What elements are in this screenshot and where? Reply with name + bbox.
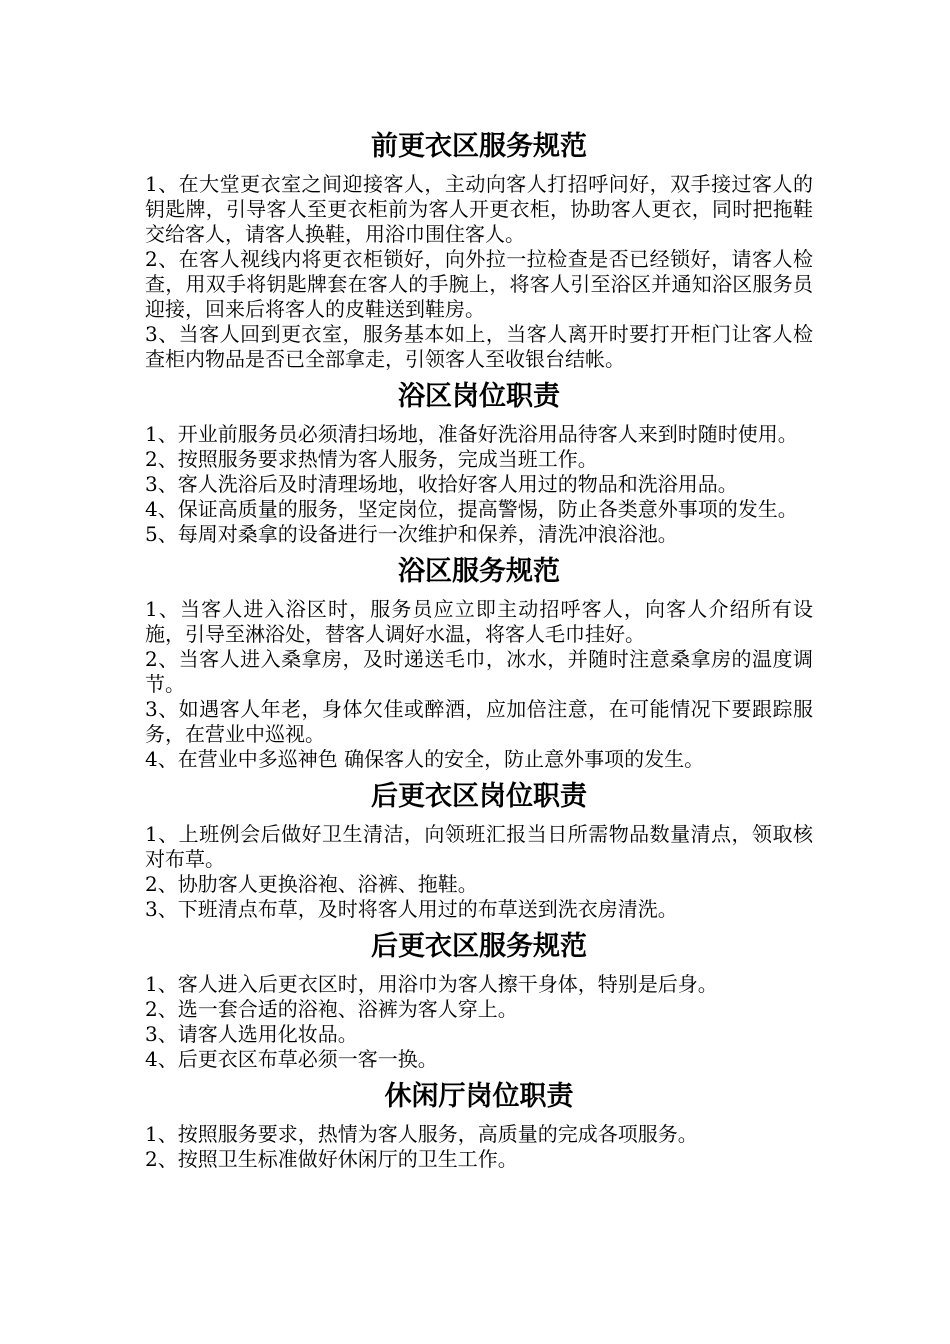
paragraph: 5、每周对桑拿的设备进行一次维护和保养，清洗冲浪浴池。 xyxy=(145,522,678,546)
paragraph: 2、按照卫生标准做好休闲厅的卫生工作。 xyxy=(145,1147,518,1171)
paragraph: 2、当客人进入桑拿房，及时递送毛巾，冰水，并随时注意桑拿房的温度调节。 xyxy=(145,647,813,696)
paragraph: 1、当客人进入浴区时，服务员应立即主动招呼客人，向客人介绍所有设施，引导至淋浴处，替客人调好水温，将客人毛巾挂好。 xyxy=(145,597,813,646)
section-lounge-duties xyxy=(145,1078,813,1172)
paragraph: 1、开业前服务员必须清扫场地，准备好洗浴用品待客人来到时随时使用。 xyxy=(145,422,798,446)
paragraph: 1、按照服务要求，热情为客人服务，高质量的完成各项服务。 xyxy=(145,1122,698,1146)
paragraph: 4、在营业中多巡神色 确保客人的安全，防止意外事项的发生。 xyxy=(145,747,705,771)
paragraph: 1、上班例会后做好卫生清洁，向领班汇报当日所需物品数量清点，领取核对布草。 xyxy=(145,822,813,871)
paragraph: 3、如遇客人年老，身体欠佳或醉酒，应加倍注意，在可能情况下要跟踪服务，在营业中巡视。 xyxy=(145,697,813,746)
section-title: 休闲厅岗位职责 xyxy=(384,1081,574,1112)
paragraph: 3、客人洗浴后及时清理场地，收拾好客人用过的物品和洗浴用品。 xyxy=(145,472,738,496)
paragraph: 2、选一套合适的浴袍、浴裤为客人穿上。 xyxy=(145,997,518,1021)
section-bath-duties xyxy=(145,378,813,547)
paragraph: 4、后更衣区布草必须一客一换。 xyxy=(145,1047,438,1071)
paragraph: 2、按照服务要求热情为客人服务，完成当班工作。 xyxy=(145,447,598,471)
paragraph: 3、当客人回到更衣室，服务基本如上，当客人离开时要打开柜门让客人检查柜内物品是否已全部拿走，引领客人至收银台结帐。 xyxy=(145,322,813,371)
section-title: 后更衣区岗位职责 xyxy=(371,781,587,812)
section-rear-locker-duties xyxy=(145,778,813,922)
section-title: 浴区岗位职责 xyxy=(398,381,560,412)
section-rear-locker-service xyxy=(145,928,813,1072)
section-title: 后更衣区服务规范 xyxy=(371,931,587,962)
paragraph: 1、客人进入后更衣区时，用浴巾为客人擦干身体，特别是后身。 xyxy=(145,972,718,996)
paragraph: 2、协肋客人更换浴袍、浴裤、拖鞋。 xyxy=(145,872,478,896)
section-front-locker-service xyxy=(145,128,813,372)
section-bath-service xyxy=(145,553,813,772)
paragraph: 1、在大堂更衣室之间迎接客人，主动向客人打招呼问好，双手接过客人的钥匙牌，引导客人至更衣柜前为客人开更衣柜，协助客人更衣，同时把拖鞋交给客人，请客人换鞋，用浴巾围住客人。 xyxy=(145,172,813,246)
paragraph: 4、保证高质量的服务，坚定岗位，提高警惕，防止各类意外事项的发生。 xyxy=(145,497,798,521)
section-title: 前更衣区服务规范 xyxy=(371,131,587,162)
paragraph: 3、请客人选用化妆品。 xyxy=(145,1022,358,1046)
paragraph: 2、在客人视线内将更衣柜锁好，向外拉一拉检查是否已经锁好，请客人检查，用双手将钥匙牌套在客人的手腕上，将客人引至浴区并通知浴区服务员迎接，回来后将客人的皮鞋送到鞋房。 xyxy=(145,247,813,321)
section-title: 浴区服务规范 xyxy=(398,556,560,587)
document-page xyxy=(145,128,813,1178)
paragraph: 3、下班清点布草，及时将客人用过的布草送到洗衣房清洗。 xyxy=(145,897,678,921)
